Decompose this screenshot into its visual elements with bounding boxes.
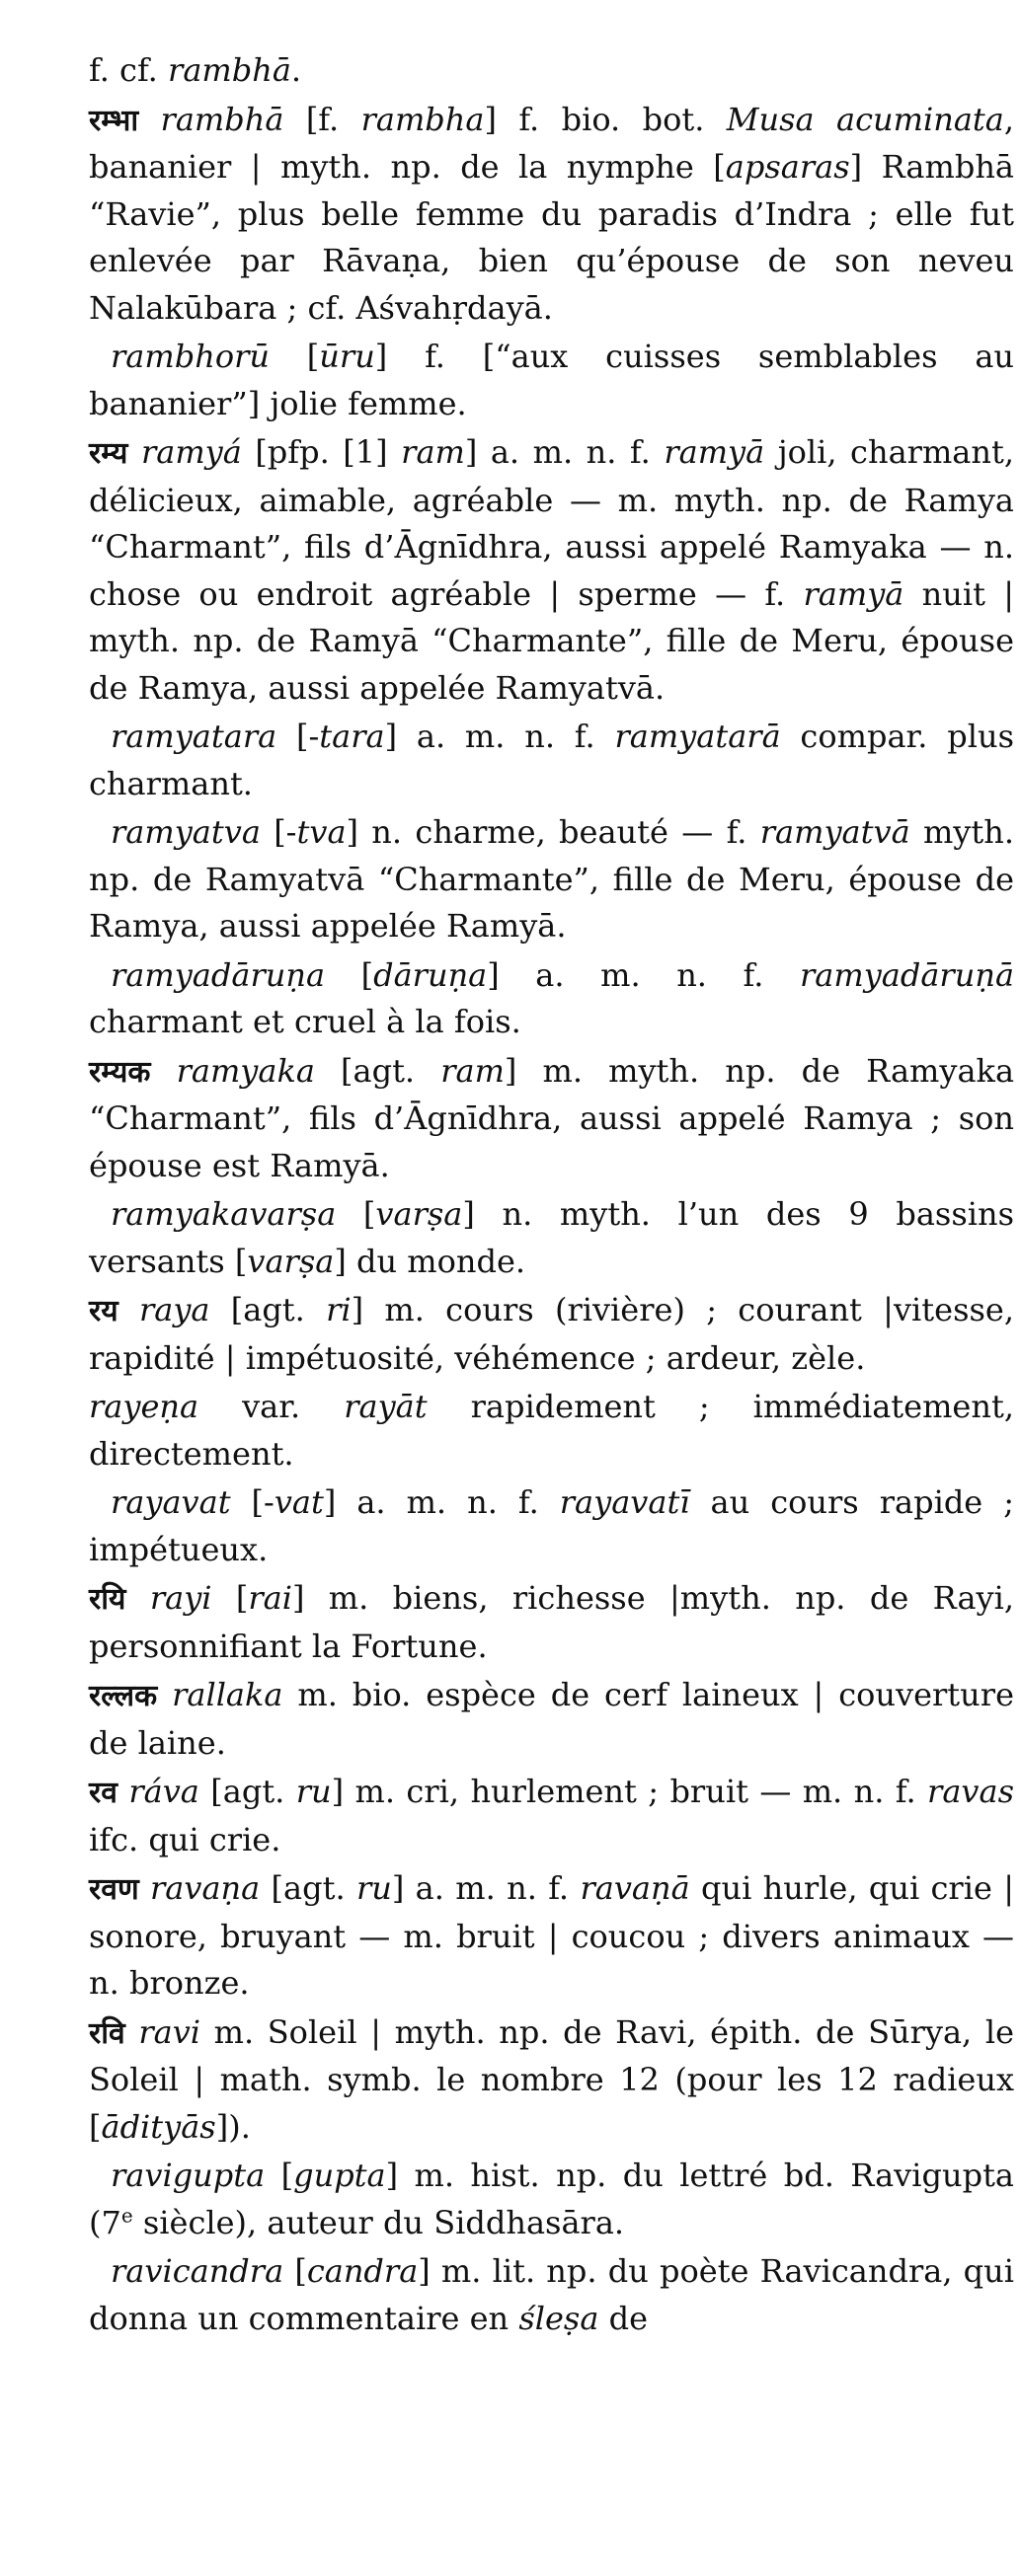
definition-text: [ bbox=[265, 2157, 294, 2194]
italic-term: ravi bbox=[138, 2012, 201, 2051]
definition-text: [agt. bbox=[198, 1773, 296, 1810]
definition-text bbox=[127, 433, 141, 471]
headword-entry bbox=[89, 1672, 1014, 1767]
definition-text: [ bbox=[336, 1195, 376, 1233]
italic-term: śleṣa bbox=[518, 2299, 599, 2337]
definition-text: [ bbox=[269, 338, 320, 375]
definition-text: [agt. bbox=[314, 1051, 441, 1090]
definition-text bbox=[118, 1773, 128, 1810]
italic-term: ravaṇā bbox=[580, 1869, 690, 1907]
devanagari-headword: रल्लक bbox=[89, 1679, 158, 1713]
italic-term: apsaras bbox=[725, 148, 850, 186]
headword-entry bbox=[89, 97, 1014, 333]
definition-text: ] f. [“aux cuisses semblables au bananier”] jolie femme. bbox=[89, 338, 1015, 422]
italic-term: rambhorū bbox=[111, 338, 270, 375]
devanagari-headword: रयि bbox=[89, 1582, 126, 1617]
definition-text: rapidement ; immédiatement, directement. bbox=[89, 1388, 1014, 1473]
italic-term: candra bbox=[306, 2252, 419, 2290]
definition-text: ] du monde. bbox=[334, 1242, 526, 1280]
italic-term: ru bbox=[295, 1773, 332, 1810]
italic-term: rambha bbox=[360, 100, 485, 138]
italic-term: dāruṇa bbox=[373, 955, 488, 994]
definition-text bbox=[118, 1291, 139, 1328]
devanagari-headword: रम्यक bbox=[89, 1054, 151, 1090]
definition-text bbox=[125, 2013, 139, 2051]
italic-term: ramyaka bbox=[176, 1051, 315, 1090]
sub-entry bbox=[89, 1479, 1014, 1573]
sub-entry bbox=[89, 809, 1014, 950]
definition-text: [agt. bbox=[209, 1291, 327, 1328]
headword-entry bbox=[89, 1287, 1014, 1382]
italic-term: ram bbox=[440, 1051, 505, 1090]
definition-text: [ bbox=[211, 1579, 249, 1617]
devanagari-headword: रय bbox=[89, 1294, 118, 1328]
definition-text: nuit | myth. np. de Ramyā “Charmante”, fille de Meru, épouse de Ramya, aussi appelée Ramyatvā. bbox=[89, 574, 1015, 707]
italic-term: ráva bbox=[128, 1773, 199, 1810]
italic-term: ādityās bbox=[101, 2107, 216, 2146]
definition-text: [agt. bbox=[260, 1869, 356, 1907]
definition-text: ] a. m. n. f. bbox=[464, 433, 665, 471]
continuation-entry bbox=[89, 1384, 1014, 1477]
definition-text: [ bbox=[283, 2252, 307, 2290]
definition-text: ]). bbox=[215, 2107, 251, 2146]
headword-entry bbox=[89, 1575, 1014, 1670]
definition-text: ] f. bio. bot. bbox=[484, 100, 727, 138]
italic-term: varṣa bbox=[375, 1195, 463, 1233]
definition-text: joli, charmant, délicieux, aimable, agréable — m. myth. np. de Ramya “Charmant”, fils d’Āgnīdhra, aussi appelé Ramyaka — n. chose ou endroit agréable | sperme — f. bbox=[89, 433, 1015, 613]
definition-text: [pfp. [1] bbox=[241, 433, 402, 471]
headword-entry bbox=[89, 2009, 1014, 2152]
italic-term: tara bbox=[319, 718, 385, 755]
definition-text bbox=[150, 1052, 176, 1090]
sub-entry bbox=[89, 334, 1014, 427]
italic-term: vat bbox=[274, 1483, 324, 1521]
definition-text: ] a. m. n. f. bbox=[391, 1869, 581, 1907]
italic-term: ru bbox=[355, 1869, 392, 1907]
definition-text: m. Soleil | myth. np. de Ravi, épith. de Sūrya, le Soleil | math. symb. le nombre 12 (pour les 12 radieux [ bbox=[89, 2012, 1015, 2146]
italic-term: Musa acuminata bbox=[726, 100, 1004, 138]
italic-term: rayāt bbox=[344, 1388, 428, 1425]
definition-text: f. cf. bbox=[89, 51, 169, 89]
continuation-entry bbox=[89, 47, 1014, 95]
italic-term: ramyā bbox=[803, 574, 904, 613]
devanagari-headword: रम्य bbox=[89, 436, 128, 471]
definition-text: . bbox=[290, 51, 302, 89]
sub-entry bbox=[89, 2248, 1014, 2342]
italic-term: ravaṇa bbox=[149, 1869, 261, 1907]
definition-text bbox=[138, 101, 160, 138]
devanagari-headword: रव bbox=[89, 1776, 118, 1810]
definition-text: ] m. cri, hurlement ; bruit — m. n. f. bbox=[331, 1773, 928, 1810]
italic-term: varṣa bbox=[247, 1242, 335, 1280]
devanagari-headword: रम्भा bbox=[89, 103, 139, 138]
italic-term: ramyatarā bbox=[614, 718, 781, 755]
italic-term: rallaka bbox=[172, 1676, 283, 1713]
definition-text: de bbox=[598, 2299, 649, 2337]
definition-text: ] n. myth. l’un des 9 bassins versants [ bbox=[89, 1195, 1015, 1280]
superscript: e bbox=[120, 2202, 133, 2227]
definition-text: [- bbox=[276, 718, 320, 755]
sub-entry bbox=[89, 1191, 1014, 1285]
definition-text: ] m. biens, richesse |myth. np. de Rayi, personnifiant la Fortune. bbox=[89, 1579, 1015, 1665]
italic-term: tva bbox=[296, 813, 347, 851]
definition-text: , bananier | myth. np. de la nymphe [ bbox=[89, 100, 1014, 186]
definition-text: [- bbox=[230, 1483, 275, 1521]
italic-term: ramyatvā bbox=[759, 813, 910, 851]
definition-text: ] a. m. n. f. bbox=[487, 955, 800, 994]
italic-term: rambhā bbox=[168, 51, 291, 89]
italic-term: ramyadāruṇa bbox=[111, 955, 326, 994]
italic-term: ramyá bbox=[140, 433, 242, 471]
devanagari-headword: रवि bbox=[89, 2015, 125, 2051]
italic-term: ramyadāruṇā bbox=[799, 955, 1015, 994]
definition-text: m. bio. espèce de cerf laineux | couverture de laine. bbox=[89, 1676, 1015, 1762]
definition-text: ] a. m. n. f. bbox=[384, 718, 615, 755]
italic-term: ramyatva bbox=[111, 813, 261, 851]
definition-text: [ bbox=[325, 955, 374, 994]
definition-text: ] Rambhā “Ravie”, plus belle femme du paradis d’Indra ; elle fut enlevée par Rāvaṇa, bien qu’épouse de son neveu Nalakūbara ; cf. Aśvahṛdayā. bbox=[89, 148, 1015, 327]
definition-text: siècle), auteur du Siddhasāra. bbox=[132, 2203, 625, 2241]
definition-text: [f. bbox=[283, 100, 361, 138]
dictionary-page bbox=[89, 47, 1014, 2344]
headword-entry bbox=[89, 1865, 1014, 2008]
definition-text: qui hurle, qui crie | sonore, bruyant — m. bruit | coucou ; divers animaux — n. bronze. bbox=[89, 1869, 1015, 2002]
italic-term: ramyā bbox=[664, 433, 765, 471]
sub-entry bbox=[89, 952, 1014, 1046]
italic-term: ramyakavarṣa bbox=[111, 1195, 337, 1233]
definition-text: ] m. lit. np. du poète Ravicandra, qui donna un commentaire en bbox=[89, 2252, 1015, 2337]
italic-term: ram bbox=[401, 433, 465, 471]
definition-text bbox=[125, 1579, 149, 1617]
italic-term: rayeṇa bbox=[89, 1388, 199, 1425]
headword-entry bbox=[89, 429, 1014, 712]
definition-text: myth. np. de Ramyatvā “Charmante”, fille de Meru, épouse de Ramya, aussi appelée Ramyā. bbox=[89, 813, 1015, 945]
italic-term: rambhā bbox=[160, 100, 284, 138]
italic-term: ri bbox=[326, 1291, 352, 1328]
italic-term: gupta bbox=[293, 2157, 386, 2194]
definition-text: au cours rapide ; impétueux. bbox=[89, 1483, 1015, 1568]
italic-term: ravigupta bbox=[111, 2157, 266, 2194]
definition-text: charmant et cruel à la fois. bbox=[89, 1003, 521, 1040]
definition-text: ] a. m. n. f. bbox=[323, 1483, 560, 1521]
definition-text: ] m. myth. np. de Ramyaka “Charmant”, fils d’Āgnīdhra, aussi appelé Ramya ; son épouse est Ramyā. bbox=[89, 1051, 1015, 1184]
sub-entry bbox=[89, 714, 1014, 807]
italic-term: ūru bbox=[319, 338, 375, 375]
italic-term: ravas bbox=[927, 1773, 1014, 1810]
headword-entry bbox=[89, 1769, 1014, 1863]
italic-term: rayavat bbox=[111, 1483, 231, 1521]
definition-text bbox=[139, 1869, 150, 1907]
headword-entry bbox=[89, 1048, 1014, 1190]
italic-term: raya bbox=[138, 1291, 210, 1328]
definition-text: var. bbox=[198, 1388, 345, 1425]
definition-text: compar. plus charmant. bbox=[89, 718, 1015, 802]
italic-term: rayi bbox=[149, 1579, 212, 1617]
definition-text: ] m. cours (rivière) ; courant |vitesse, rapidité | impétuosité, véhémence ; ardeur, zèle. bbox=[89, 1291, 1015, 1377]
italic-term: rai bbox=[248, 1579, 292, 1617]
definition-text: ] n. charme, beauté — f. bbox=[346, 813, 760, 851]
italic-term: rayavatī bbox=[559, 1483, 690, 1521]
definition-text: ifc. qui crie. bbox=[89, 1820, 281, 1858]
definition-text: ] m. hist. np. du lettré bd. Ravigupta (7 bbox=[89, 2157, 1015, 2241]
definition-text bbox=[157, 1676, 172, 1713]
italic-term: ramyatara bbox=[111, 718, 277, 755]
sub-entry bbox=[89, 2153, 1014, 2246]
devanagari-headword: रवण bbox=[89, 1872, 139, 1907]
italic-term: ravicandra bbox=[111, 2252, 284, 2290]
definition-text: [- bbox=[260, 813, 297, 851]
